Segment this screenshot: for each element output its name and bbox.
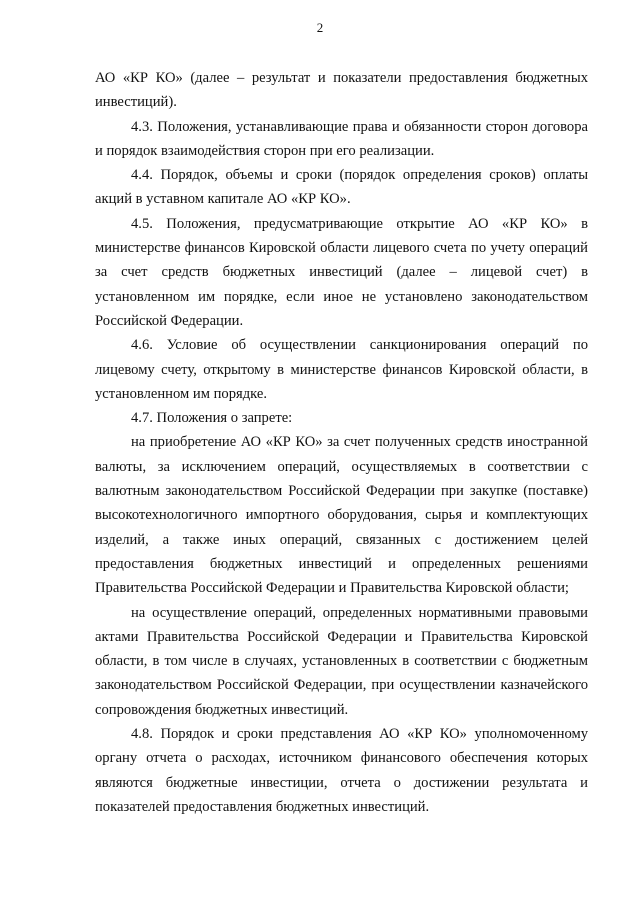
paragraph-4-7-operations: на осуществление операций, определенных нормативными правовыми актами Правительства Российской Федерации и Правительства Кировской области, в том числе в случаях, установленных в соответствии с бюджетным законодательством Российской Федерации, при осуществлении казначейского сопровождения бюджетных инвестиций. (95, 604, 588, 718)
paragraph-4-6: 4.6. Условие об осуществлении санкционирования операций по лицевому счету, открытому в министерстве финансов Кировской области, в установленном им порядке. (95, 337, 588, 402)
paragraph-4-4: 4.4. Порядок, объемы и сроки (порядок определения сроков) оплаты акций в уставном капитале АО «КР КО». (95, 167, 588, 208)
paragraph-4-8: 4.8. Порядок и сроки представления АО «КР КО» уполномоченному органу отчета о расходах, источником финансового обеспечения которых являются бюджетные инвестиции, отчета о достижении результата и показателей предоставления бюджетных инвестиций. (95, 726, 588, 815)
paragraph-4-7-currency: на приобретение АО «КР КО» за счет полученных средств иностранной валюты, за исключением операций, осуществляемых в соответствии с валютным законодательством Российской Федерации при закупке (поставке) высокотехнологичного импортного оборудования, сырья и комплектующих изделий, а также иных операций, связанных с достижением целей предоставления бюджетных инвестиций и определенных решениями Правительства Российской Федерации и Правительства Кировской области; (95, 434, 588, 597)
paragraph-4-7: 4.7. Положения о запрете: (131, 410, 293, 427)
paragraph-4-5: 4.5. Положения, предусматривающие открытие АО «КР КО» в министерстве финансов Кировской области лицевого счета по учету операций за счет средств бюджетных инвестиций (далее – лицевой счет) в установленном им порядке, если иное не установлено законодательством Российской Федерации. (95, 215, 588, 329)
page-number: 2 (316, 20, 324, 35)
paragraph-4-3: 4.3. Положения, устанавливающие права и обязанности сторон договора и порядок взаимодействия сторон при его реализации. (95, 118, 588, 159)
paragraph-continuation: АО «КР КО» (далее – результат и показатели предоставления бюджетных инвестиций). (95, 70, 588, 111)
document-body (95, 66, 588, 819)
